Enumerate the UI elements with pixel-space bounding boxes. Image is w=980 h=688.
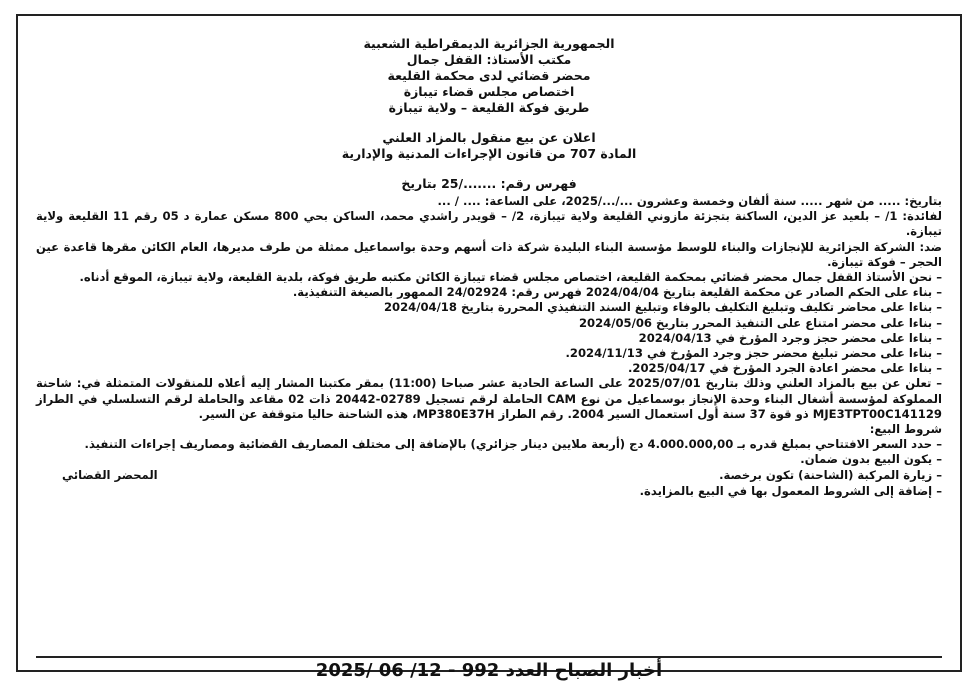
header-line: طريق فوكة القليعة – ولاية تيبازة: [388, 100, 590, 115]
header-line: اختصاص مجلس قضاء تيبازة: [403, 84, 575, 99]
condition-item: – زيارة المركبة (الشاحنة) تكون برخصة.: [719, 467, 942, 482]
footer-divider: [36, 656, 942, 658]
document-content: [36, 36, 942, 499]
document-header: [36, 36, 942, 116]
header-line: الجمهورية الجزائرية الديمقراطية الشعبية: [363, 36, 615, 51]
index-line: فهرس رقم: ......./25 بتاريخ: [401, 176, 577, 191]
conditions-heading: شروط البيع:: [869, 422, 942, 437]
announcement-title-block: [36, 130, 942, 162]
paragraph: – بناءا على محاضر تكليف وتبليغ التكليف بالوفاء وتبليغ السند التنفيذي المحررة بتاريخ 2024/04/18: [383, 300, 942, 315]
paragraph: – بناءا على محضر تبليغ محضر حجز وجرد المؤرخ في 2024/11/13.: [565, 346, 942, 361]
announcement-body: [36, 194, 942, 422]
header-line: مكتب الأستاذ: القفل جمال: [406, 52, 572, 67]
paragraph: – تعلن عن بيع بالمزاد العلني وذلك بتاريخ 2025/07/01 على الساعة الحادية عشر صباحا (11:00) بمقر مكتبنا المشار إليه أعلاه للمنقولات المتمثلة في: شاحنة المملوكة لمؤسسة أشغال البناء وحدة الإنجاز بوسماعيل من نوع CAM الحاملة لرقم تسجيل 02789-20442 ذات 02 مقاعد والحاملة لرقم التسلسلي في الطراز MJE3TPT00C141129 ذو قوة 37 سنة أول استعمال السير 2004. رقم الطراز MP380E37H، هذه الشاحنة حاليا متوقفة عن السير.: [36, 376, 942, 421]
paragraph: بتاريخ: ..... من شهر ..... سنة ألفان وخمسة وعشرون .../.../2025، على الساعة: .... / ...: [437, 194, 942, 208]
condition-item: – يكون البيع بدون ضمان.: [800, 452, 942, 467]
signature-label: المحضر القضائي: [62, 467, 158, 482]
paragraph: – نحن الأستاذ القفل جمال محضر قضائي بمحكمة القليعة، اختصاص مجلس قضاء تيبازة الكائن مكتبه طريق فوكة، بلدية القليعة، ولاية تيبازة، الموقع أدناه.: [79, 270, 942, 285]
signature-row: [36, 468, 942, 484]
document-frame: [16, 14, 962, 681]
sale-conditions: [36, 422, 942, 499]
announcement-title: اعلان عن بيع منقول بالمزاد العلني: [382, 130, 596, 145]
condition-item: – حدد السعر الافتتاحي بمبلغ قدره بـ 4.000.000,00 دج (أربعة ملايين دينار جزائري) بالإضافة إلى مختلف المصاريف القضائية ومصاريف إجراءات التنفيذ.: [84, 437, 942, 452]
announcement-subtitle: المادة 707 من قانون الإجراءات المدنية والإدارية: [341, 146, 637, 161]
paragraph: لفائدة: 1/ – بلعيد عز الدين، الساكنة بتجزئة مازوني القليعة ولاية تيبازة، 2/ – قويدر راشدي محمد، الساكن بحي 800 مسكن عمارة د 05 رقم 11 القليعة ولاية تيبازة.: [36, 209, 943, 239]
paragraph: – بناءا على محضر حجز وجرد المؤرخ في 2024/04/13: [638, 330, 942, 345]
condition-item: – إضافة إلى الشروط المعمول بها في البيع بالمزايدة.: [639, 483, 942, 498]
paragraph: ضد: الشركة الجزائرية للإنجازات والبناء للوسط مؤسسة البناء البليدة شركة ذات أسهم وحدة بواسماعيل ممثلة من طرف مديرها، العام الكائن مقرها قاعدة عين الحجر – فوكة تيبازة.: [36, 239, 942, 269]
newspaper-footer: أخبار الصباح العدد 992 - 12/ 06 /2025: [315, 660, 663, 681]
paragraph: – بناء على الحكم الصادر عن محكمة القليعة بتاريخ 2024/04/04 فهرس رقم: 24/02924 الممهور بالصيغة التنفيذية.: [292, 285, 942, 300]
header-line: محضر قضائي لدى محكمة القليعة: [387, 68, 591, 83]
paragraph: – بناءا على محضر اعادة الجرد المؤرخ في 2025/04/17.: [627, 361, 942, 376]
paragraph: – بناءا على محضر امتناع على التنفيذ المحرر بتاريخ 2024/05/06: [578, 315, 942, 330]
